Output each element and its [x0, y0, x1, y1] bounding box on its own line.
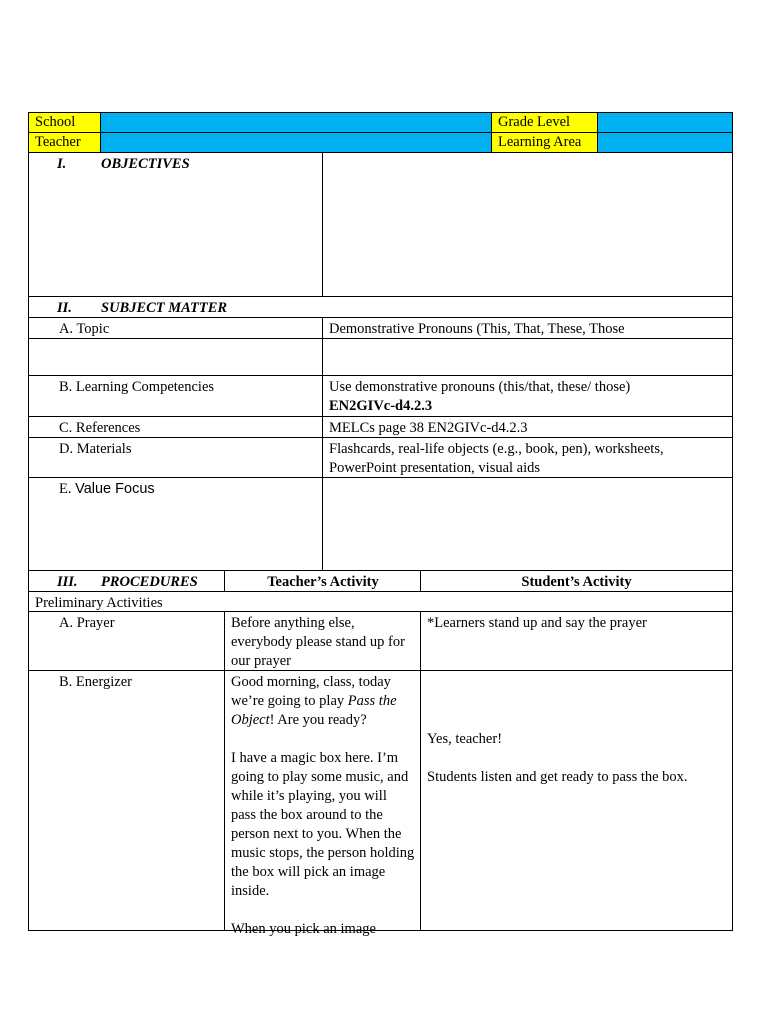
objectives-content[interactable]	[323, 153, 732, 296]
energizer-teacher-continued: When you pick an image	[231, 921, 376, 937]
competencies-code: EN2GIVc-d4.2.3	[329, 398, 433, 414]
energizer-teacher-instructions: I have a magic box here. I’m going to play some music, and while it’s playing, you will pass the box around to the person next to you. When the music stops, the person holding the box will pick an image inside.	[231, 750, 415, 899]
topic-label: A. Topic	[59, 321, 110, 337]
energizer-label: B. Energizer	[59, 674, 133, 690]
competencies-value	[323, 376, 732, 416]
learning-area-label: Learning Area	[492, 133, 598, 153]
objectives-heading: I. OBJECTIVES	[57, 156, 190, 172]
lesson-plan-page	[28, 112, 732, 937]
value-focus-row	[29, 478, 732, 571]
prayer-student: *Learners stand up and say the prayer	[427, 615, 647, 631]
energizer-teacher	[225, 671, 421, 937]
prayer-row	[29, 612, 732, 671]
blank-row	[29, 339, 732, 376]
teacher-label: Teacher	[29, 133, 101, 153]
preliminary-row	[29, 592, 732, 612]
topic-value: Demonstrative Pronouns (This, That, These, Those	[329, 321, 625, 337]
value-focus-label: E. Value Focus	[59, 481, 155, 497]
procedures-heading: III. PROCEDURES	[57, 574, 198, 590]
energizer-student-action: Students listen and get ready to pass the box.	[427, 769, 688, 785]
energizer-student-reply: Yes, teacher!	[427, 731, 503, 747]
value-focus-content[interactable]	[323, 478, 732, 570]
header-row-school	[29, 113, 733, 133]
lesson-grid	[28, 153, 733, 937]
competencies-row	[29, 376, 732, 417]
references-value: MELCs page 38 EN2GIVc-d4.2.3	[329, 420, 528, 436]
materials-value: Flashcards, real-life objects (e.g., book, pen), worksheets, PowerPoint presentation, visual aids	[329, 441, 664, 476]
competencies-label: B. Learning Competencies	[59, 379, 215, 395]
student-activity-header: Student’s Activity	[521, 574, 632, 590]
school-field[interactable]	[101, 113, 492, 133]
school-label: School	[29, 113, 101, 133]
grade-level-label: Grade Level	[492, 113, 598, 133]
references-row	[29, 417, 732, 438]
teacher-activity-header: Teacher’s Activity	[267, 574, 379, 590]
energizer-teacher-intro: Good morning, class, today we’re going to play Pass the Object! Are you ready?	[231, 674, 397, 728]
energizer-student	[421, 671, 732, 930]
references-label: C. References	[59, 420, 141, 436]
subject-matter-heading: II. SUBJECT MATTER	[57, 300, 228, 316]
procedures-heading-row	[29, 571, 732, 592]
prayer-teacher: Before anything else, everybody please stand up for our prayer	[231, 615, 405, 669]
preliminary-label: Preliminary Activities	[35, 595, 163, 611]
subject-matter-heading-row	[29, 297, 732, 318]
materials-label: D. Materials	[59, 441, 132, 457]
competencies-text: Use demonstrative pronouns (this/that, these/ those)	[329, 379, 631, 395]
learning-area-field[interactable]	[598, 133, 733, 153]
topic-row	[29, 318, 732, 339]
objectives-row	[29, 153, 732, 297]
header-row-teacher	[29, 133, 733, 153]
energizer-row	[29, 671, 732, 937]
prayer-label: A. Prayer	[59, 615, 115, 631]
materials-row	[29, 438, 732, 478]
header-table	[28, 112, 733, 153]
teacher-field[interactable]	[101, 133, 492, 153]
grade-level-field[interactable]	[598, 113, 733, 133]
